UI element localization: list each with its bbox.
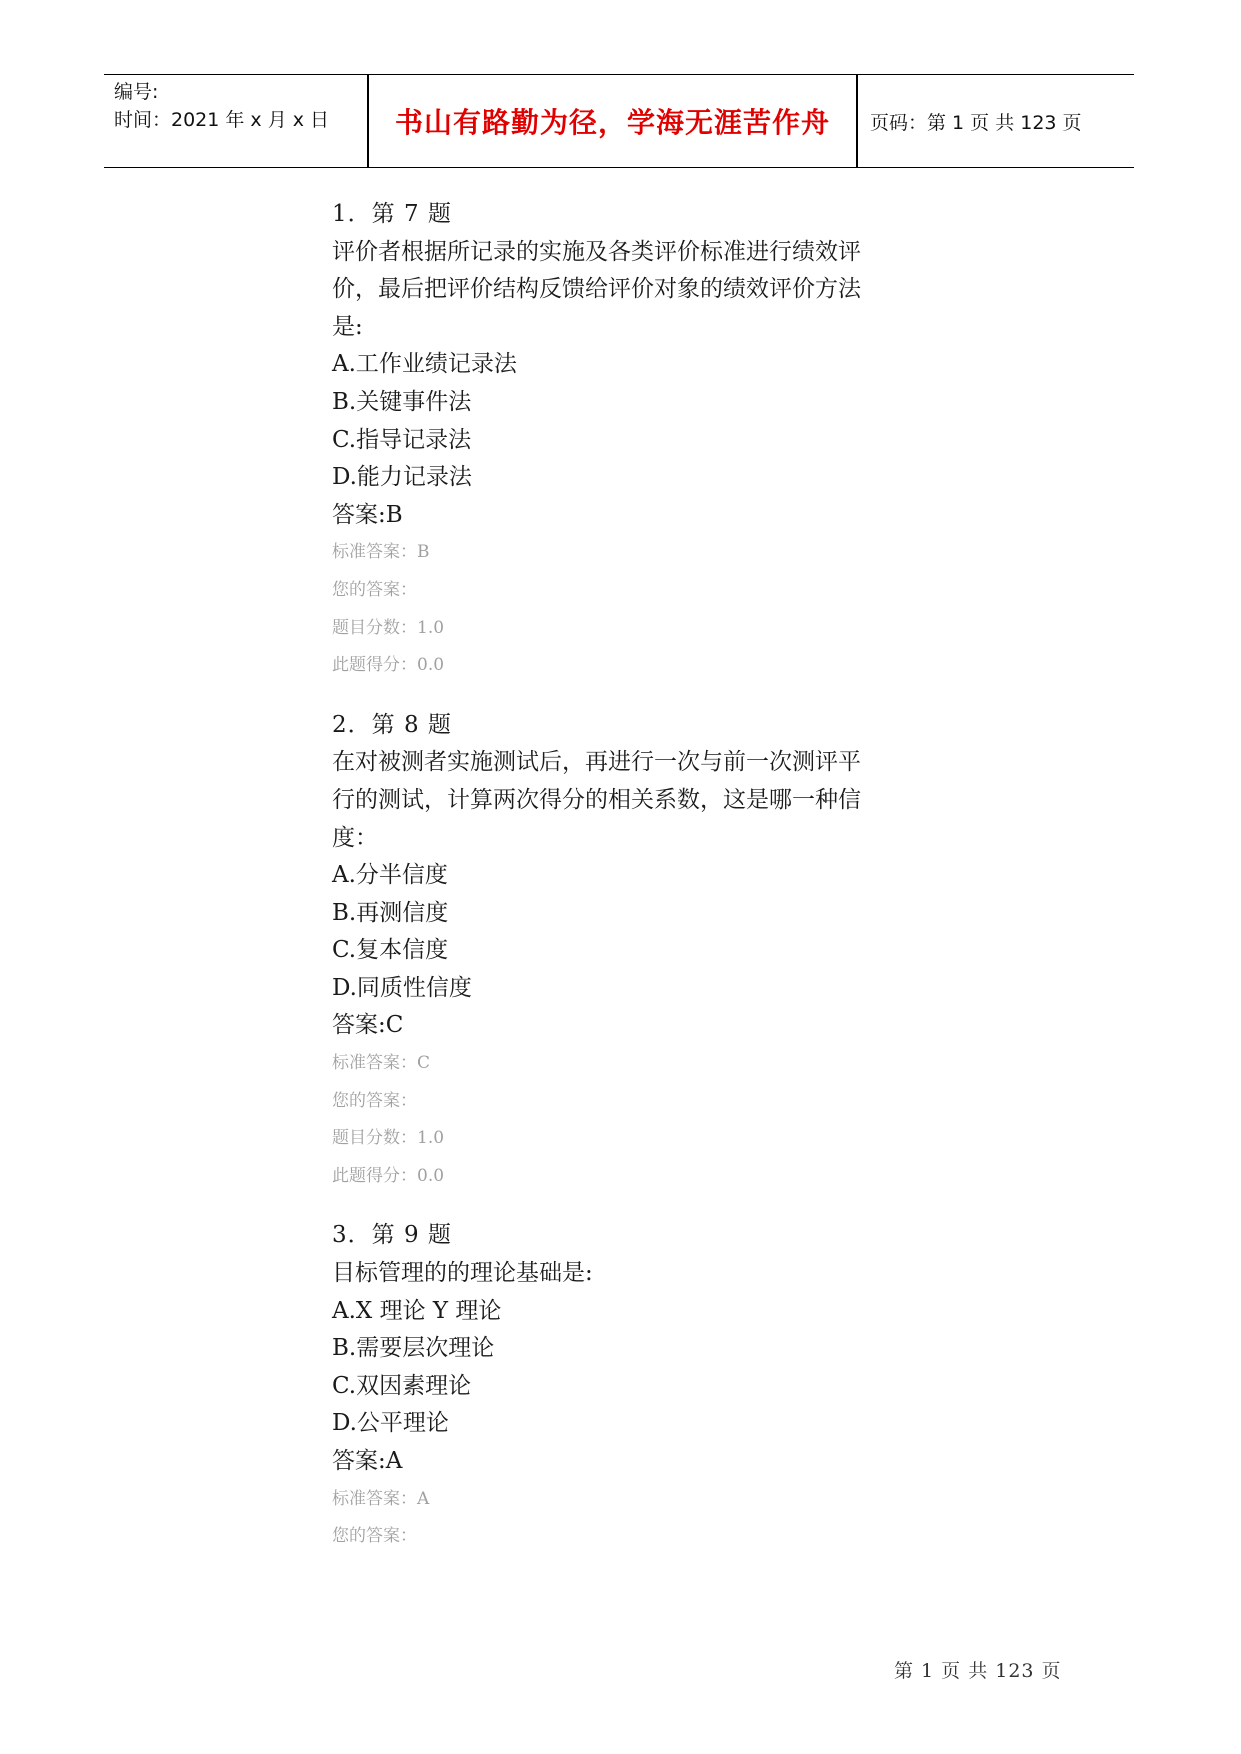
header-page-label: 页码：第 1 页 共 123 页 (870, 111, 1082, 134)
option-b: B.需要层次理论 (332, 1335, 495, 1362)
question-item (332, 196, 922, 685)
header-motto: 书山有路勤为径，学海无涯苦作舟 (394, 106, 830, 139)
option-c: C.复本信度 (332, 937, 449, 964)
question-item (332, 707, 922, 1196)
question-text: 行的测试，计算两次得分的相关系数，这是哪一种信 (332, 786, 861, 813)
question-score: 题目分数：1.0 (332, 617, 445, 638)
page-header (104, 74, 1134, 168)
answer-line: 答案:A (332, 1448, 403, 1474)
header-divider (856, 75, 858, 167)
header-meta (114, 75, 364, 167)
question-text: 在对被测者实施测试后，再进行一次与前一次测评平 (332, 749, 861, 776)
question-heading: 1．第 7 题 (332, 201, 452, 227)
question-text: 是: (332, 313, 363, 340)
your-answer: 您的答案： (332, 579, 417, 600)
question-list (332, 196, 922, 1578)
option-c: C.双因素理论 (332, 1372, 472, 1399)
option-c: C.指导记录法 (332, 426, 472, 453)
standard-answer: 标准答案：B (332, 542, 430, 563)
your-answer: 您的答案： (332, 1090, 417, 1111)
document-time-label: 时间：2021 年 x 月 x 日 (114, 109, 330, 131)
earned-score: 此题得分：0.0 (332, 655, 445, 676)
standard-answer: 标准答案：A (332, 1488, 430, 1509)
standard-answer: 标准答案：C (332, 1053, 431, 1074)
question-heading: 2．第 8 题 (332, 711, 452, 738)
document-number-label: 编号: (114, 81, 159, 103)
option-b: B.关键事件法 (332, 388, 472, 415)
option-d: D.同质性信度 (332, 974, 472, 1001)
answer-line: 答案:B (332, 501, 403, 528)
option-d: D.公平理论 (332, 1410, 449, 1437)
page-footer: 第 1 页 共 123 页 (894, 1660, 1062, 1682)
question-text: 度： (332, 824, 378, 851)
option-a: A.工作业绩记录法 (332, 351, 517, 378)
answer-line: 答案:C (332, 1012, 404, 1039)
your-answer: 您的答案： (332, 1526, 417, 1547)
question-text: 评价者根据所记录的实施及各类评价标准进行绩效评 (332, 238, 861, 265)
question-item (332, 1217, 922, 1555)
question-heading: 3．第 9 题 (332, 1222, 452, 1249)
option-a: A.分半信度 (332, 862, 448, 889)
question-text: 价，最后把评价结构反馈给评价对象的绩效评价方法 (332, 276, 861, 303)
option-a: A.X 理论 Y 理论 (332, 1297, 502, 1324)
option-b: B.再测信度 (332, 899, 449, 926)
question-text: 目标管理的的理论基础是: (332, 1260, 593, 1287)
option-d: D.能力记录法 (332, 464, 472, 491)
earned-score: 此题得分：0.0 (332, 1165, 445, 1186)
question-score: 题目分数：1.0 (332, 1128, 445, 1149)
